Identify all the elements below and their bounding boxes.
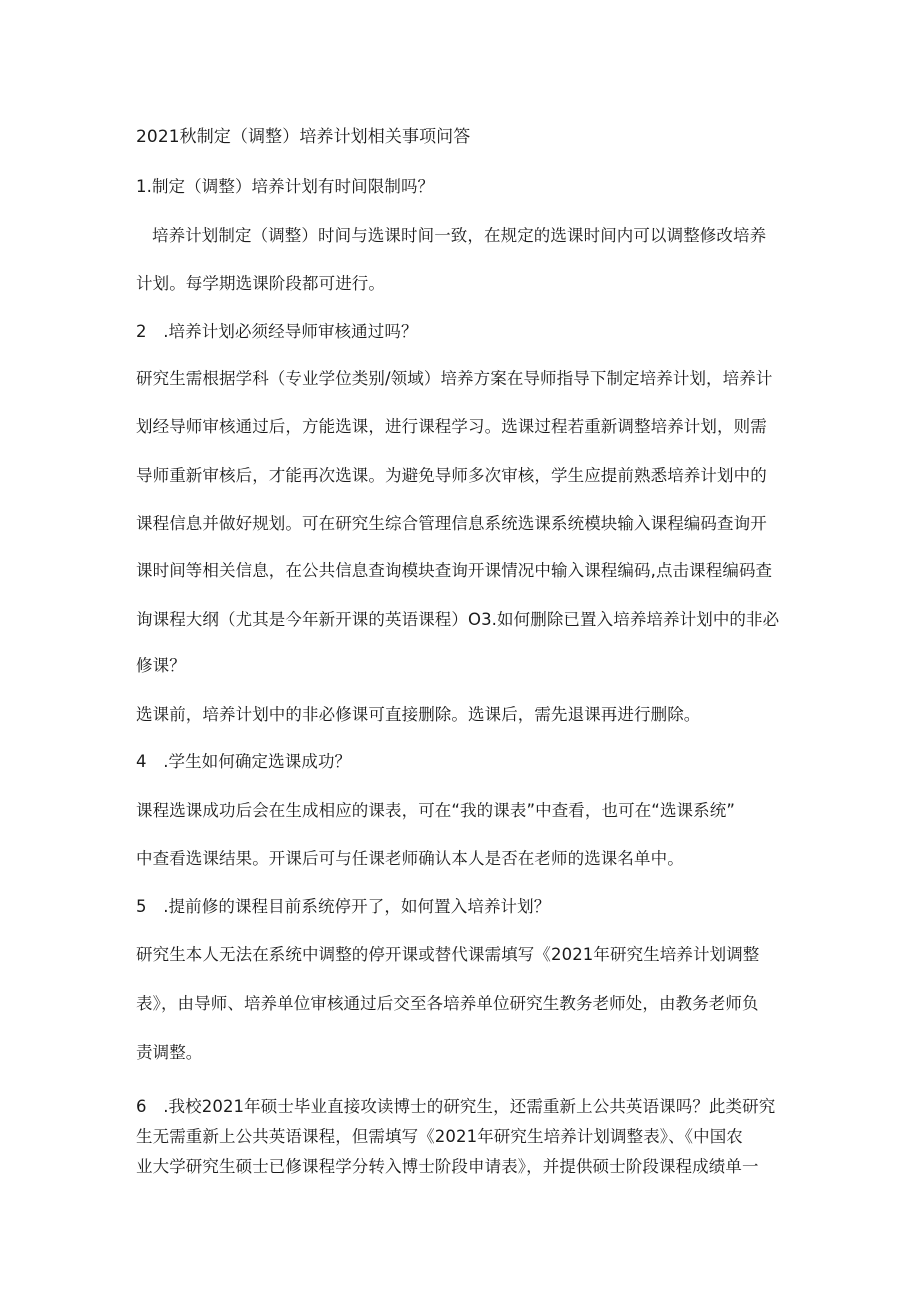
answer-line: 课时间等相关信息，在公共信息查询模块查询开课情况中输入课程编码,点击课程编码查	[136, 561, 773, 580]
question-4: 4 .学生如何确定选课成功？	[136, 752, 352, 771]
answer-line: 研究生本人无法在系统中调整的停开课或替代课需填写《2021年研究生培养计划调整	[136, 945, 760, 964]
answer-line: 导师重新审核后，才能再次选课。为避免导师多次审核，学生应提前熟悉培养计划中的	[136, 466, 767, 485]
question-5: 5 .提前修的课程目前系统停开了，如何置入培养计划？	[136, 897, 551, 916]
answer-line: 课程信息并做好规划。可在研究生综合管理信息系统选课系统模块输入课程编码查询开	[136, 514, 767, 533]
answer-line: 选课前，培养计划中的非必修课可直接删除。选课后，需先退课再进行删除。	[136, 705, 701, 724]
answer-line: 计划。每学期选课阶段都可进行。	[136, 274, 385, 293]
answer-line: 修课？	[136, 656, 186, 675]
question-2: 2 .培养计划必须经导师审核通过吗？	[136, 322, 418, 341]
answer-line: 业大学研究生硕士已修课程学分转入博士阶段申请表》，并提供硕士阶段课程成绩单一	[136, 1157, 759, 1176]
answer-line: 表》，由导师、培养单位审核通过后交至各培养单位研究生教务老师处，由教务老师负	[136, 994, 759, 1013]
answer-line: 生无需重新上公共英语课程，但需填写《2021年研究生培养计划调整表》、《中国农	[136, 1127, 743, 1146]
answer-line: 课程选课成功后会在生成相应的课表，可在“我的课表”中查看，也可在“选课系统”	[136, 801, 735, 820]
question-6: 6 .我校2021年硕士毕业直接攻读博士的研究生，还需重新上公共英语课吗？此类研究	[136, 1097, 776, 1116]
answer-line: 划经导师审核通过后，方能选课，进行课程学习。选课过程若重新调整培养计划，则需	[136, 417, 767, 436]
question-1: 1.制定（调整）培养计划有时间限制吗？	[136, 177, 435, 196]
answer-line: 责调整。	[136, 1043, 203, 1062]
answer-line: 询课程大纲（尤其是今年新开课的英语课程）O3.如何删除已置入培养培养计划中的非必	[136, 610, 780, 629]
answer-line: 培养计划制定（调整）时间与选课时间一致，在规定的选课时间内可以调整修改培养	[152, 226, 767, 245]
document-title: 2021秋制定（调整）培养计划相关事项问答	[136, 127, 471, 147]
answer-line: 研究生需根据学科（专业学位类别/领域）培养方案在导师指导下制定培养计划，培养计	[136, 369, 773, 388]
answer-line: 中查看选课结果。开课后可与任课老师确认本人是否在老师的选课名单中。	[136, 849, 684, 868]
